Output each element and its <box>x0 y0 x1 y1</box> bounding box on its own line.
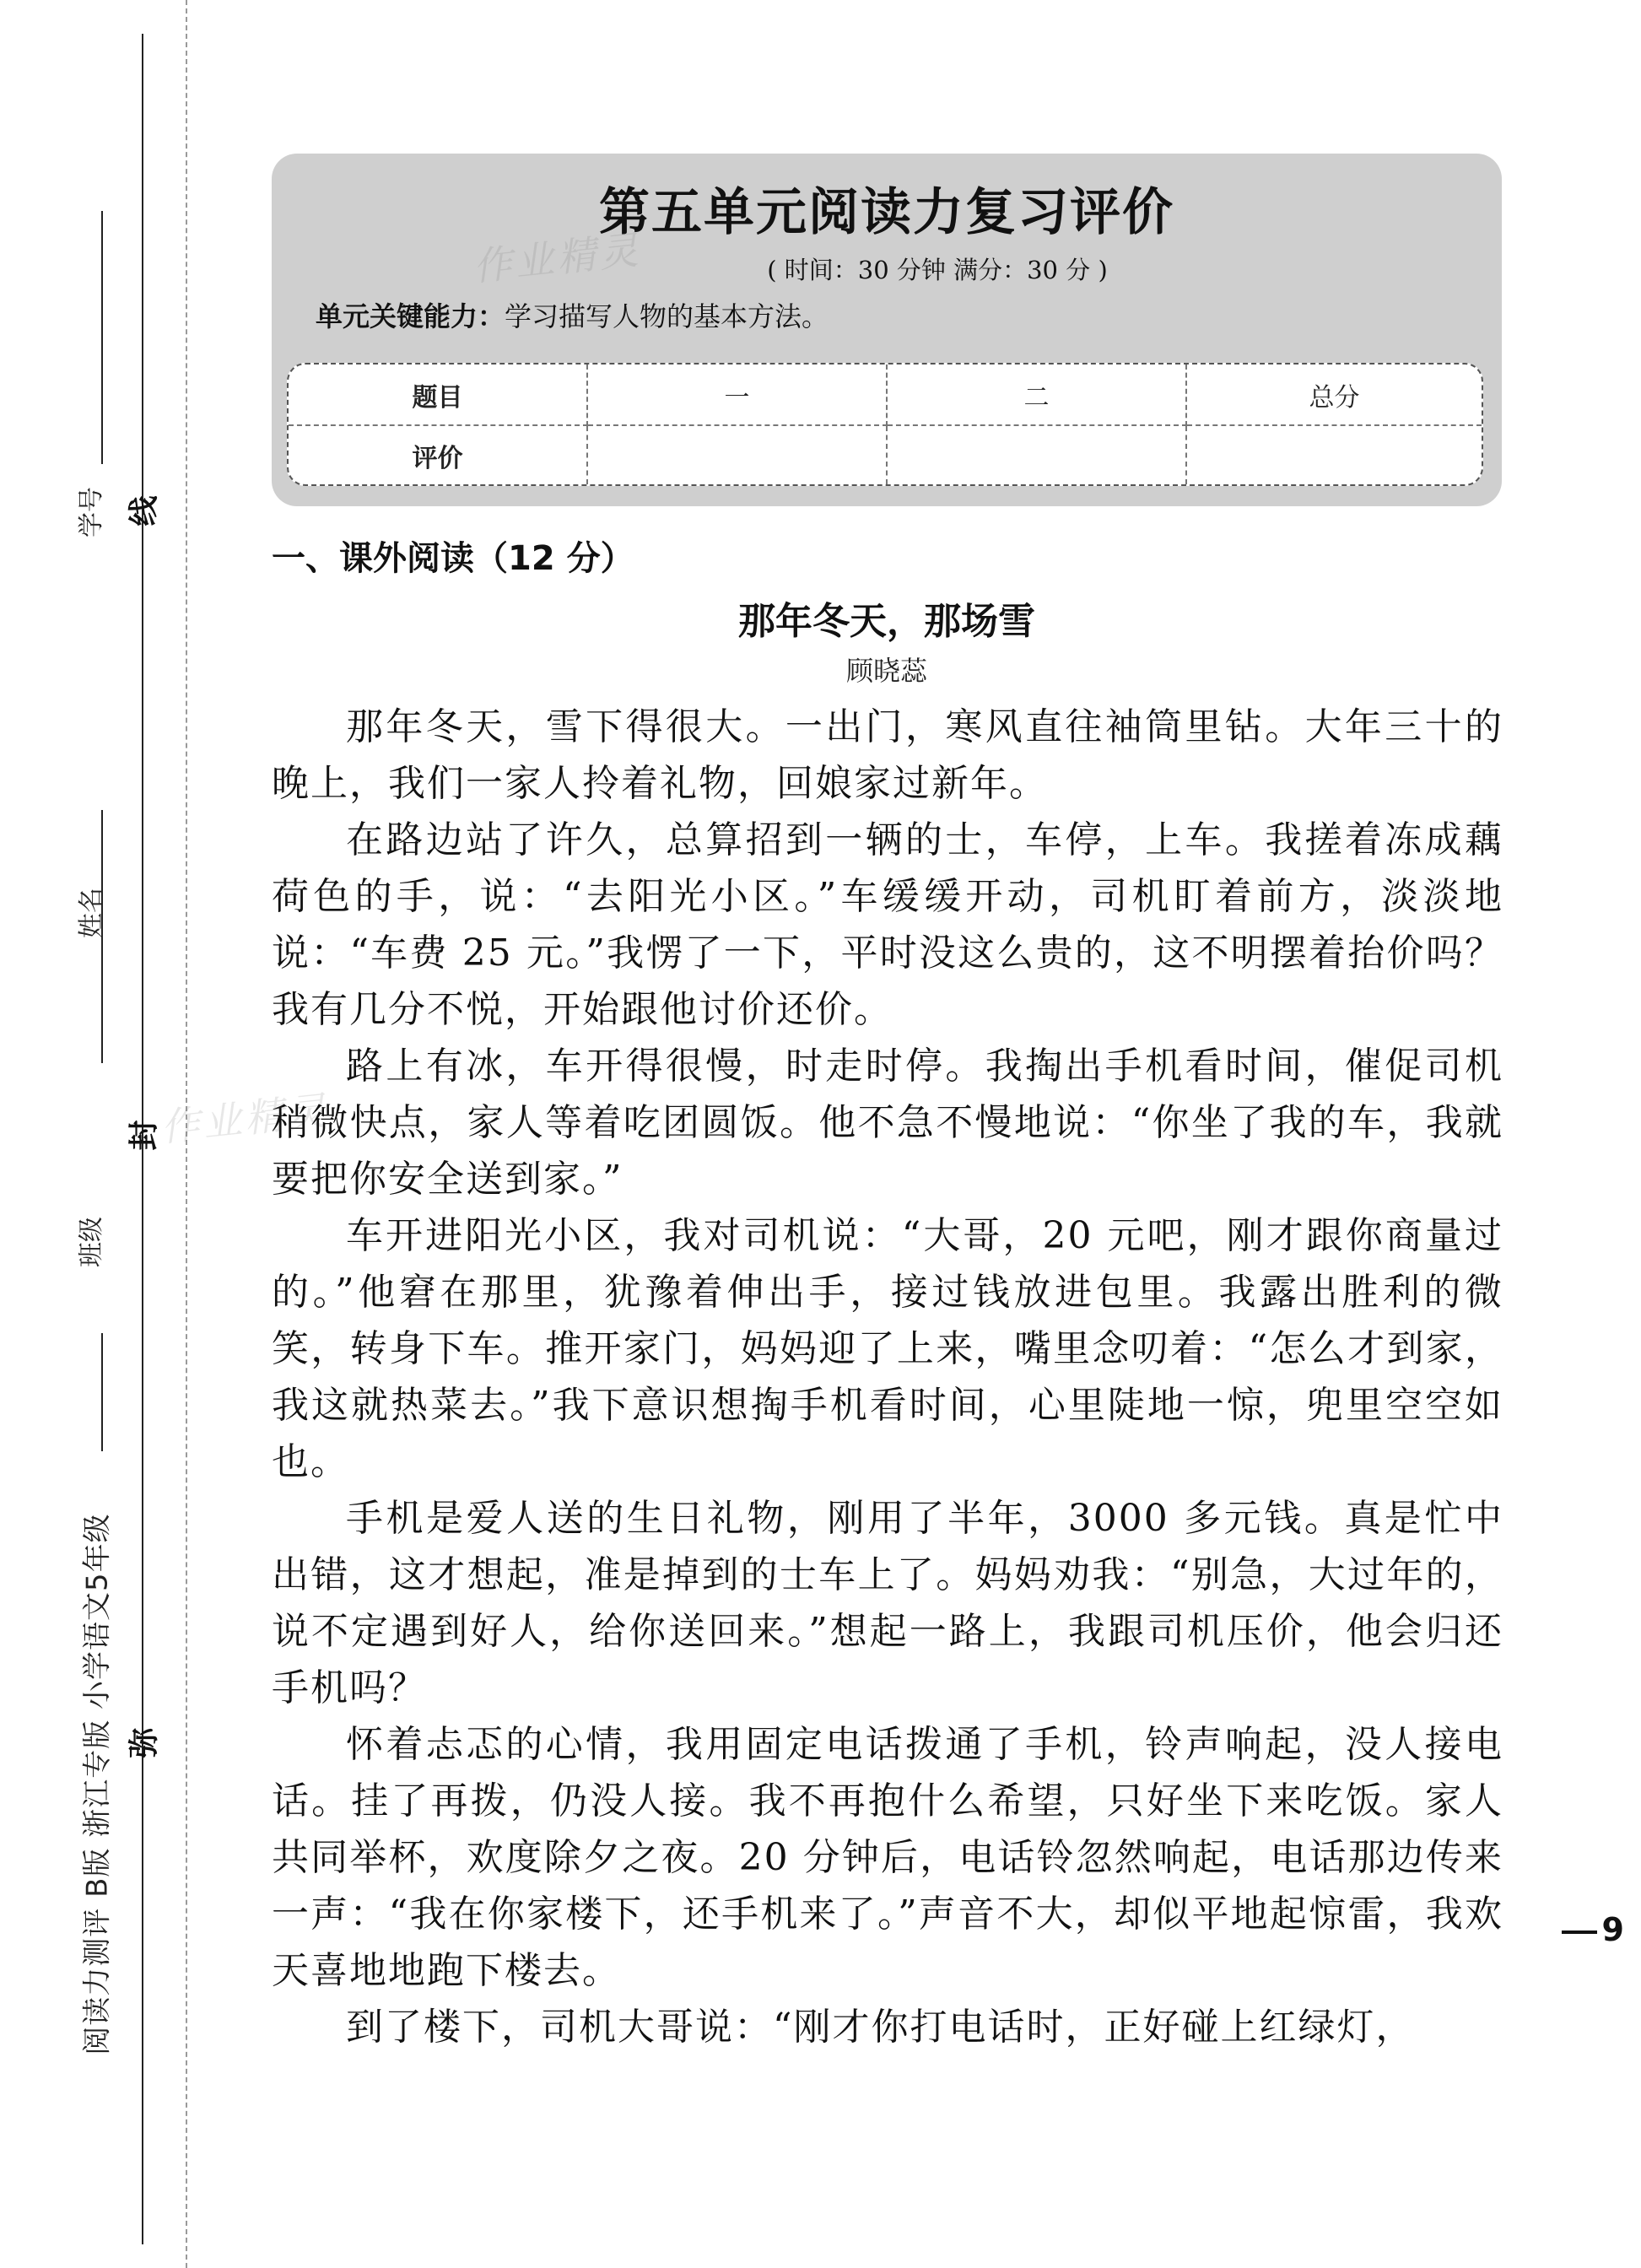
score-cell-part-1[interactable] <box>588 426 888 484</box>
book-label: 阅读力测评 B版 浙江专版 小学语文5年级 <box>80 1513 115 2055</box>
class-label: 班级 <box>77 1217 106 1267</box>
field-line-1 <box>101 211 103 464</box>
header-box <box>272 154 1502 506</box>
score-header-total: 总分 <box>1187 364 1482 426</box>
score-cell-total[interactable] <box>1187 426 1482 484</box>
key-ability <box>316 295 829 334</box>
paragraph: 路上有冰，车开得很慢，时走时停。我掏出手机看时间，催促司机稍微快点，家人等着吃团圆饭。他不急不慢地说：“你坐了我的车，我就要把你安全送到家。” <box>272 1045 1503 1201</box>
paragraph: 在路边站了许久，总算招到一辆的士，车停，上车。我搓着冻成藕荷色的手，说：“去阳光小区。”车缓缓开动，司机盯着前方，淡淡地说：“车费 25 元。”我愣了一下，平时没这么贵的，这不明摆着抬价吗？我有几分不悦，开始跟他讨价还价。 <box>272 818 1503 1031</box>
page-number-value: 9 <box>1601 1911 1624 1948</box>
cut-mark-line: 线 <box>127 495 162 526</box>
article-title: 那年冬天，那场雪 <box>738 600 1035 643</box>
article-author: 顾晓蕊 <box>845 655 927 687</box>
score-table <box>287 363 1483 486</box>
paragraph: 怀着忐忑的心情，我用固定电话拨通了手机，铃声响起，没人接电话。挂了再拨，仍没人接。我不再抱什么希望，只好坐下来吃饭。家人共同举杯，欢度除夕之夜。20 分钟后，电话铃忽然响起，电话那边传来一声：“我在你家楼下，还手机来了。”声音不大，却似平地起惊雷，我欢天喜地地跑下楼去。 <box>272 1723 1503 1992</box>
cut-mark-seal: 封 <box>127 1120 162 1151</box>
watermark: 作业精灵 <box>471 226 644 290</box>
score-cell-part-2[interactable] <box>888 426 1187 484</box>
field-line-3 <box>101 1333 103 1451</box>
paragraph: 车开进阳光小区，我对司机说：“大哥，20 元吧，刚才跟你商量过的。”他窘在那里，犹豫着伸出手，接过钱放进包里。我露出胜利的微笑，转身下车。推开家门，妈妈迎了上来，嘴里念叨着：“怎么才到家，我这就热菜去。”我下意识想掏手机看时间，心里陡地一惊，兜里空空如也。 <box>272 1214 1503 1483</box>
student-id-label: 学号 <box>77 487 106 537</box>
score-header-topic: 题目 <box>289 364 588 426</box>
score-header-part-1: 一 <box>588 364 888 426</box>
page-number <box>1562 1911 1624 1948</box>
score-header-part-2: 二 <box>888 364 1187 426</box>
watermark: 作业精灵 <box>159 1087 332 1151</box>
time-score-info: ( 时间：30 分钟 满分：30 分 ) <box>767 256 1108 284</box>
key-ability-text: 学习描写人物的基本方法。 <box>505 300 829 332</box>
paragraph: 那年冬天，雪下得很大。一出门，寒风直往袖筒里钻。大年三十的晚上，我们一家人拎着礼物，回娘家过新年。 <box>272 705 1503 805</box>
cut-mark-close: 弥 <box>127 1727 162 1758</box>
paragraph: 手机是爱人送的生日礼物，刚用了半年，3000 多元钱。真是忙中出错，这才想起，准是掉到的士车上了。妈妈劝我：“别急，大过年的，说不定遇到好人，给你送回来。”想起一路上，我跟司机压价，他会归还手机吗？ <box>272 1497 1503 1709</box>
article-body <box>272 699 1503 2055</box>
key-ability-label: 单元关键能力： <box>316 300 505 332</box>
page-title: 第五单元阅读力复习评价 <box>599 183 1174 242</box>
name-label: 姓名 <box>77 888 106 938</box>
page-number-dash <box>1562 1930 1597 1934</box>
paragraph: 到了楼下，司机大哥说：“刚才你打电话时，正好碰上红绿灯， <box>346 2006 1415 2049</box>
score-row-label: 评价 <box>289 426 588 484</box>
section-heading: 一、课外阅读（12 分） <box>272 539 634 578</box>
